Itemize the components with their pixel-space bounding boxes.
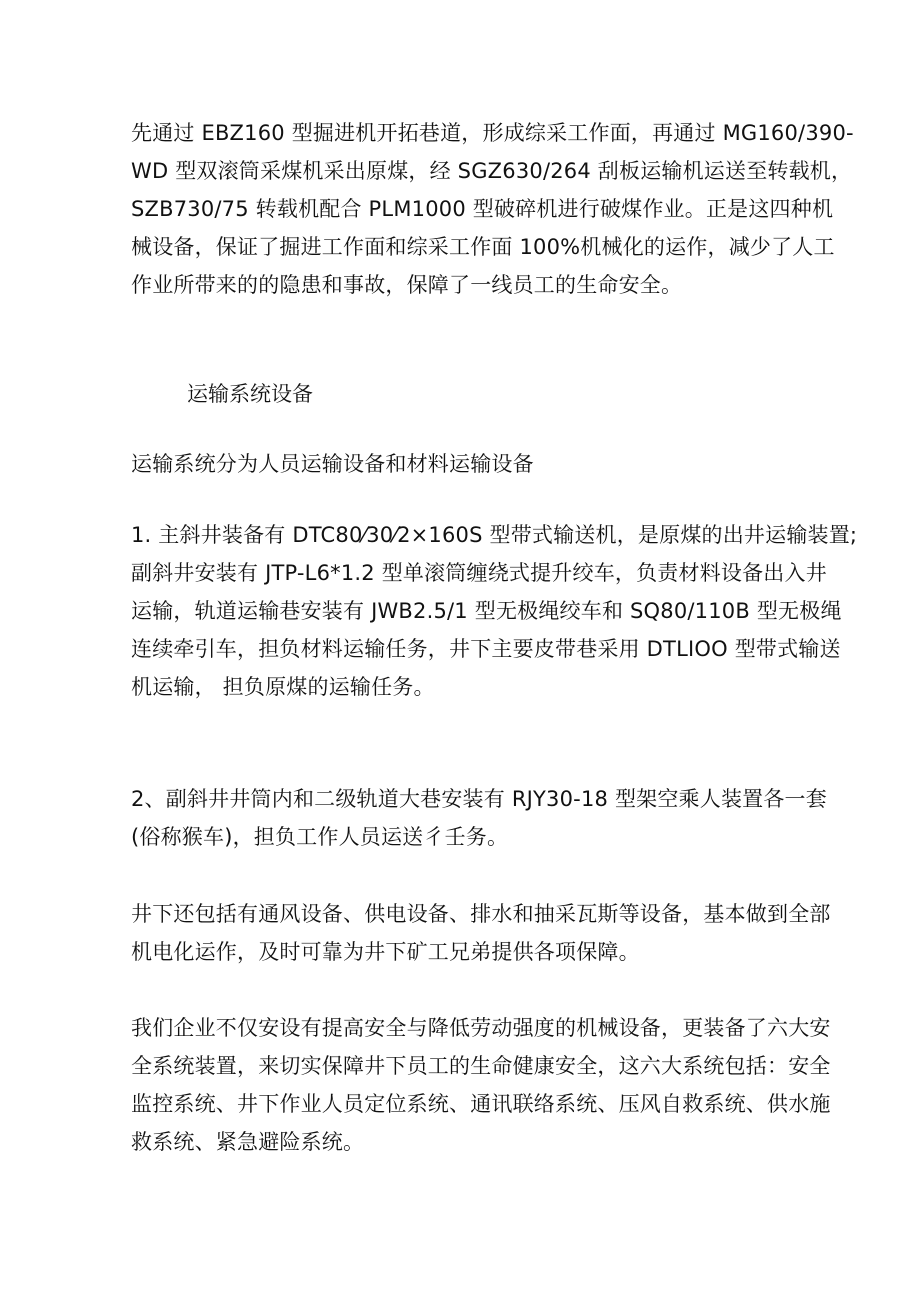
paragraph-item-2 xyxy=(131,780,827,856)
text-line: 救系统、紧急避险系统。 xyxy=(131,1130,365,1154)
text-line: SZB730/75 转载机配合 PLM1000 型破碎机进行破煤作业。正是这四种机 xyxy=(131,197,834,221)
text-line: 连续牵引车，担负材料运输任务，井下主要皮带巷采用 DTLIOO 型带式输送 xyxy=(131,637,841,661)
text-line: 械设备，保证了掘进工作面和综采工作面 100%机械化的运作，减少了人工 xyxy=(131,235,835,259)
text-line: 运输系统分为人员运输设备和材料运输设备 xyxy=(131,452,534,476)
text-line: (俗称猴车)，担负工作人员运送彳壬务。 xyxy=(131,825,509,849)
section-heading: 运输系统设备 xyxy=(187,382,313,406)
text-line: 副斜井安装有 JTP-L6*1.2 型单滚筒缠绕式提升绞车，负责材料设备出入井 xyxy=(131,561,827,585)
text-line: 监控系统、井下作业人员定位系统、通讯联络系统、压风自救系统、供水施 xyxy=(131,1092,831,1116)
text-line: 先通过 EBZ160 型掘进机开拓巷道，形成综采工作面，再通过 MG160/390- xyxy=(131,121,854,145)
text-line: WD 型双滚筒采煤机采出原煤，经 SGZ630/264 刮板运输机运送至转载机， xyxy=(131,159,853,183)
text-line: 井下还包括有通风设备、供电设备、排水和抽采瓦斯等设备，基本做到全部 xyxy=(131,902,831,926)
text-line: 2、副斜井井筒内和二级轨道大巷安装有 RJY30-18 型架空乘人装置各一套 xyxy=(131,787,827,811)
paragraph-transport-overview xyxy=(131,445,801,483)
paragraph-safety-systems xyxy=(131,1009,831,1161)
text-line: 运输，轨道运输巷安装有 JWB2.5/1 型无极绳绞车和 SQ80/110B 型无极绳 xyxy=(131,599,842,623)
paragraph-item-1 xyxy=(131,516,858,706)
text-line: 机电化运作，及时可靠为井下矿工兄弟提供各项保障。 xyxy=(131,940,640,964)
text-line: 我们企业不仅安设有提高安全与降低劳动强度的机械设备，更装备了六大安 xyxy=(131,1016,831,1040)
text-line: 全系统装置，来切实保障井下员工的生命健康安全，这六大系统包括：安全 xyxy=(131,1054,831,1078)
paragraph-mining-equipment xyxy=(131,114,854,304)
text-line: 1. 主斜井装备有 DTC80⁄30⁄2×160S 型带式输送机，是原煤的出井运输装置; xyxy=(131,523,858,547)
paragraph-other-equipment xyxy=(131,895,831,971)
text-line: 作业所带来的的隐患和事故，保障了一线员工的生命安全。 xyxy=(131,273,683,297)
text-line: 机运输， 担负原煤的运输任务。 xyxy=(131,675,435,699)
